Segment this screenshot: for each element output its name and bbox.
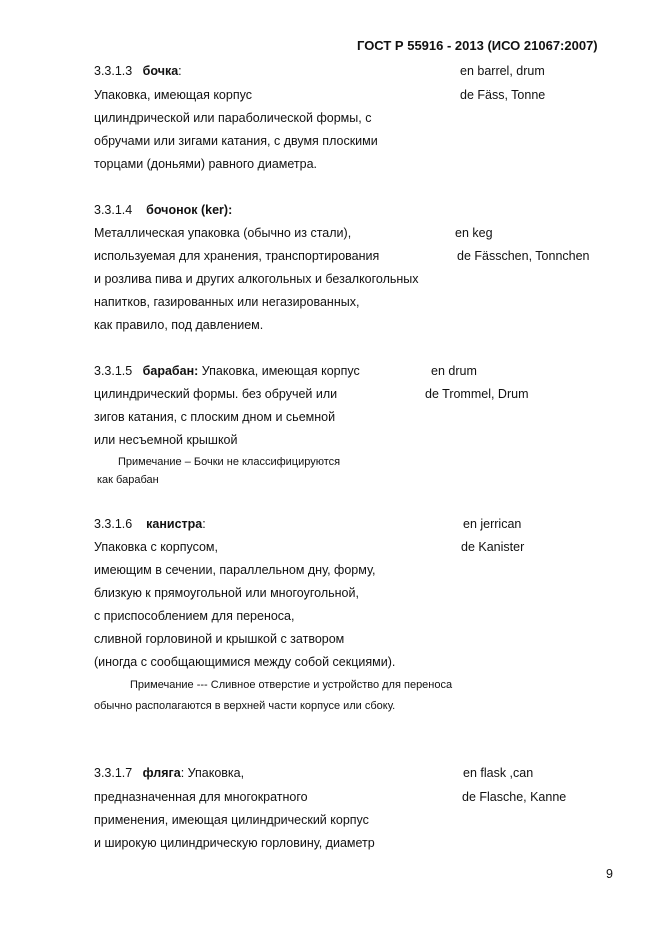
body-line: зигов катания, с плоским дном и сьемной [94,410,336,424]
note-line: Примечание --- Сливное отверстие и устройство для переноса [130,679,453,691]
body-line: цилиндрической или параболической формы, с [94,111,372,125]
body-line: напитков, газированных или негазированных, [94,295,360,309]
term-heading-3-3-1-4 [94,202,232,218]
term-title: барабан: [142,364,199,378]
page-number: 9 [606,867,613,881]
clause-number: 3.3.1.7 [94,766,133,780]
body-line: предназначенная для многократного [94,790,308,804]
en-equivalent: en keg [455,226,493,240]
de-equivalent: de Fäss, Tonne [460,88,546,102]
clause-number: 3.3.1.6 [94,517,133,531]
body-line: или несъемной крышкой [94,433,238,447]
clause-number: 3.3.1.4 [94,203,133,217]
de-equivalent: de Kanister [461,540,525,554]
en-equivalent: en barrel, drum [460,64,545,78]
clause-number: 3.3.1.3 [94,64,133,78]
body-line: Упаковка, имеющая корпус [94,88,252,102]
de-equivalent: de Trommel, Drum [425,387,529,401]
term-title: бочка [142,64,179,78]
term-suffix: : Упаковка, [180,766,245,780]
body-line: имеющим в сечении, параллельном дну, форму, [94,563,376,577]
body-line: торцами (доньями) равного диаметра. [94,157,318,171]
body-line: обручами или зигами катания, с двумя плоскими [94,134,378,148]
body-line: (иногда с сообщающимися между собой секциями). [94,655,396,669]
clause-number: 3.3.1.5 [94,364,133,378]
page-header: ГОСТ Р 55916 - 2013 (ИСО 21067:2007) [357,38,598,53]
body-line: и розлива пива и других алкогольных и безалкогольных [94,272,419,286]
en-equivalent: en flask ,can [463,766,534,780]
term-title: канистра [146,517,203,531]
note-line: обычно располагаются в верхней части корпусе или сбоку. [94,700,396,712]
body-line: используемая для хранения, транспортирования [94,249,380,263]
note-line: Примечание – Бочки не классифицируются [118,456,341,468]
body-line: как правило, под давлением. [94,318,264,332]
body-line: с приспособлением для переноса, [94,609,295,623]
body-line: и широкую цилиндрическую горловину, диаметр [94,836,375,850]
en-equivalent: en drum [431,364,477,378]
body-line: Упаковка с корпусом, [94,540,218,554]
body-line: Металлическая упаковка (обычно из стали), [94,226,352,240]
de-equivalent: de Flasche, Kanne [462,790,567,804]
body-line: близкую к прямоугольной или многоугольной, [94,586,359,600]
term-title: бочонок (ker): [146,203,233,217]
term-suffix: : [178,64,182,78]
body-line: сливной горловиной и крышкой с затвором [94,632,345,646]
term-heading-3-3-1-7 [94,765,244,781]
term-suffix: : [202,517,206,531]
term-heading-3-3-1-6 [94,516,206,532]
note-line: как барабан [97,474,159,486]
body-line: применения, имеющая цилиндрический корпус [94,813,369,827]
body-line: цилиндрический формы. без обручей или [94,387,338,401]
term-suffix: Упаковка, имеющая корпус [198,364,360,378]
term-heading-3-3-1-5 [94,363,360,379]
term-heading-3-3-1-3 [94,63,182,79]
term-title: фляга [142,766,181,780]
en-equivalent: en jerrican [463,517,522,531]
de-equivalent: de Fässchen, Tonnchen [457,249,590,263]
